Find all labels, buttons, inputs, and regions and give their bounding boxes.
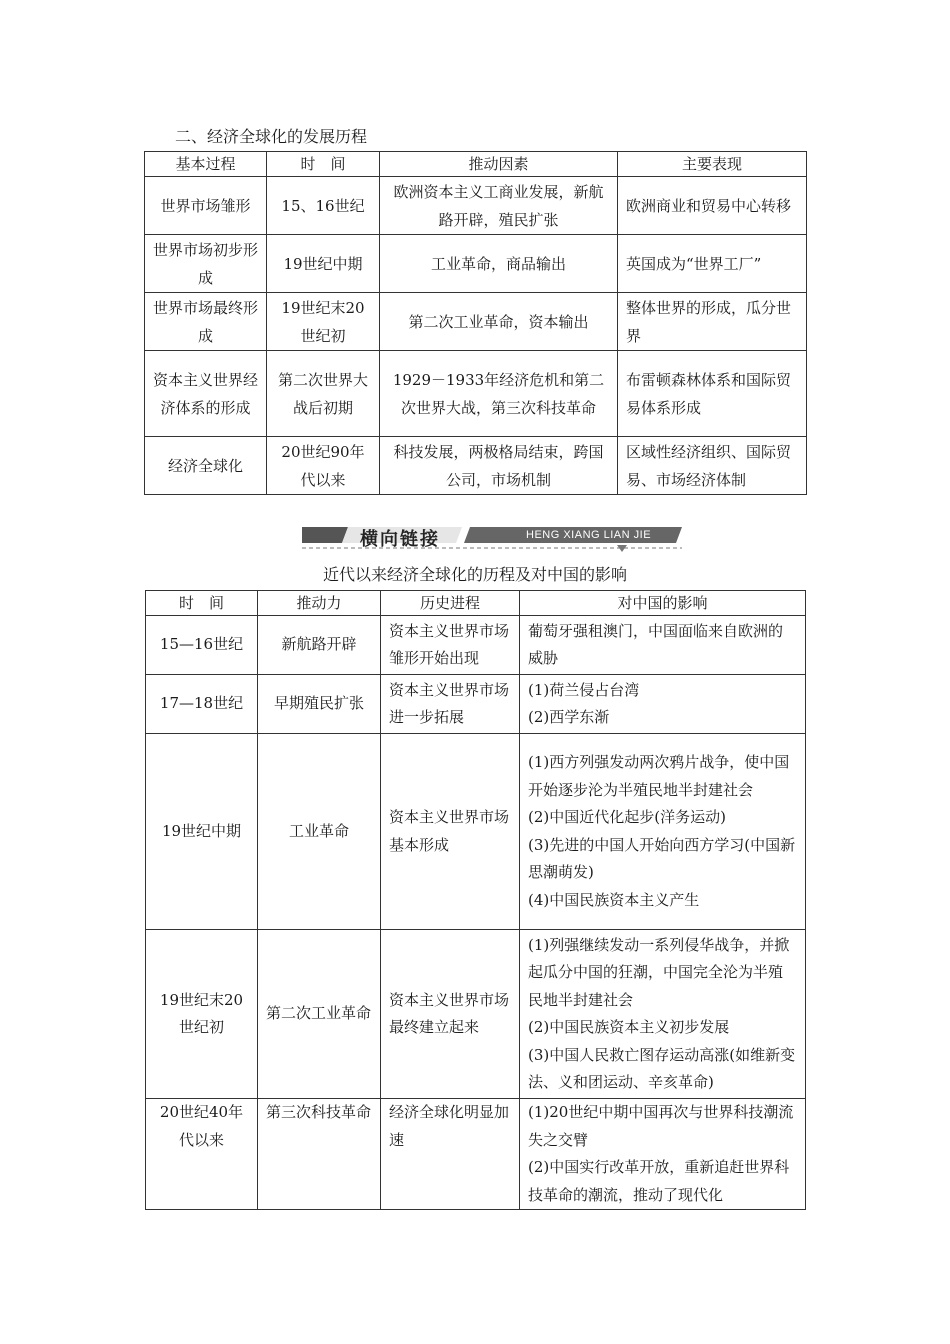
impact-line: (2)中国民族资本主义初步发展 bbox=[528, 1018, 730, 1036]
table-row bbox=[145, 437, 807, 495]
time-cell: 第二次世界大战后初期 bbox=[267, 351, 380, 437]
stage-cell: 世界市场初步形成 bbox=[145, 235, 267, 293]
impact-line: (2)西学东渐 bbox=[528, 708, 610, 726]
table-row bbox=[145, 235, 807, 293]
table-row bbox=[146, 675, 806, 734]
impact-line: (2)中国实行改革开放，重新追赶世界科技革命的潮流，推动了现代化 bbox=[528, 1158, 790, 1204]
link-table-title: 近代以来经济全球化的历程及对中国的影响 bbox=[322, 565, 627, 584]
impact-line: (3)先进的中国人开始向西方学习(中国新思潮萌发) bbox=[528, 835, 796, 881]
factor-cell: 工业革命，商品输出 bbox=[380, 235, 618, 293]
process-cell: 资本主义世界市场最终建立起来 bbox=[381, 930, 520, 1099]
time-cell: 19世纪末20世纪初 bbox=[146, 930, 258, 1099]
header-cell: 历史进程 bbox=[381, 591, 520, 616]
impact-line: (1)西方列强发动两次鸦片战争，使中国开始逐步沦为半殖民地半封建社会 bbox=[528, 753, 790, 799]
table-row bbox=[146, 616, 806, 675]
section-title: 二、经济全球化的发展历程 bbox=[175, 127, 368, 146]
table-header-row bbox=[145, 152, 807, 177]
time-cell: 17—18世纪 bbox=[146, 675, 258, 734]
factor-cell: 第二次工业革命，资本输出 bbox=[380, 293, 618, 351]
header-cell: 推动力 bbox=[258, 591, 381, 616]
factor-cell: 科技发展，两极格局结束，跨国公司，市场机制 bbox=[380, 437, 618, 495]
impact-line: (1)20世纪中期中国再次与世界科技潮流失之交臂 bbox=[528, 1103, 794, 1149]
impact-line: (1)荷兰侵占台湾 bbox=[528, 680, 640, 699]
time-cell: 20世纪40年代以来 bbox=[146, 1099, 258, 1210]
table-row bbox=[146, 930, 806, 1099]
header-cell: 时 间 bbox=[146, 591, 258, 616]
impact-cell bbox=[520, 930, 806, 1099]
force-cell: 工业革命 bbox=[258, 734, 381, 930]
process-cell: 资本主义世界市场基本形成 bbox=[381, 734, 520, 930]
development-table bbox=[144, 151, 807, 495]
table-row bbox=[145, 351, 807, 437]
header-cell: 推动因素 bbox=[380, 152, 618, 177]
process-cell: 经济全球化明显加速 bbox=[381, 1099, 520, 1210]
impact-line: (2)中国近代化起步(洋务运动) bbox=[528, 808, 726, 826]
time-cell: 15—16世纪 bbox=[146, 616, 258, 675]
influence-table bbox=[145, 590, 806, 1210]
feature-cell: 布雷顿森林体系和国际贸易体系形成 bbox=[618, 351, 807, 437]
feature-cell: 欧洲商业和贸易中心转移 bbox=[618, 177, 807, 235]
banner-title: 横向链接 bbox=[360, 529, 440, 550]
banner-subtitle: HENG XIANG LIAN JIE bbox=[526, 529, 652, 541]
impact-line: (3)中国人民救亡图存运动高涨(如维新变法、义和团运动、辛亥革命) bbox=[528, 1045, 796, 1091]
table-row bbox=[146, 734, 806, 930]
factor-cell: 1929－1933年经济危机和第二次世界大战，第三次科技革命 bbox=[380, 351, 618, 437]
stage-cell: 世界市场雏形 bbox=[145, 177, 267, 235]
header-cell: 对中国的影响 bbox=[520, 591, 806, 616]
feature-cell: 区域性经济组织、国际贸易、市场经济体制 bbox=[618, 437, 807, 495]
time-cell: 20世纪90年代以来 bbox=[267, 437, 380, 495]
time-cell: 15、16世纪 bbox=[267, 177, 380, 235]
time-cell: 19世纪中期 bbox=[146, 734, 258, 930]
time-cell: 19世纪中期 bbox=[267, 235, 380, 293]
table-row bbox=[145, 177, 807, 235]
process-cell: 资本主义世界市场雏形开始出现 bbox=[381, 616, 520, 675]
impact-cell bbox=[520, 675, 806, 734]
force-cell: 新航路开辟 bbox=[258, 616, 381, 675]
feature-cell: 英国成为“世界工厂” bbox=[618, 235, 807, 293]
force-cell: 第二次工业革命 bbox=[258, 930, 381, 1099]
impact-line: (1)列强继续发动一系列侵华战争，并掀起瓜分中国的狂潮，中国完全沦为半殖民地半封建社会 bbox=[528, 935, 790, 1009]
table-row bbox=[145, 293, 807, 351]
time-cell: 19世纪末20世纪初 bbox=[267, 293, 380, 351]
header-cell: 基本过程 bbox=[145, 152, 267, 177]
feature-cell: 整体世界的形成，瓜分世界 bbox=[618, 293, 807, 351]
impact-cell bbox=[520, 734, 806, 930]
table-header-row bbox=[146, 591, 806, 616]
header-cell: 主要表现 bbox=[618, 152, 807, 177]
impact-cell bbox=[520, 1099, 806, 1210]
impact-line: (4)中国民族资本主义产生 bbox=[528, 890, 700, 909]
impact-cell bbox=[520, 616, 806, 675]
stage-cell: 经济全球化 bbox=[145, 437, 267, 495]
force-cell: 早期殖民扩张 bbox=[258, 675, 381, 734]
header-cell: 时 间 bbox=[267, 152, 380, 177]
impact-line: 葡萄牙强租澳门，中国面临来自欧洲的威胁 bbox=[528, 621, 784, 667]
horizontal-link-banner bbox=[302, 523, 682, 557]
stage-cell: 资本主义世界经济体系的形成 bbox=[145, 351, 267, 437]
stage-cell: 世界市场最终形成 bbox=[145, 293, 267, 351]
factor-cell: 欧洲资本主义工商业发展，新航路开辟，殖民扩张 bbox=[380, 177, 618, 235]
process-cell: 资本主义世界市场进一步拓展 bbox=[381, 675, 520, 734]
table-row bbox=[146, 1099, 806, 1210]
force-cell: 第三次科技革命 bbox=[258, 1099, 381, 1210]
